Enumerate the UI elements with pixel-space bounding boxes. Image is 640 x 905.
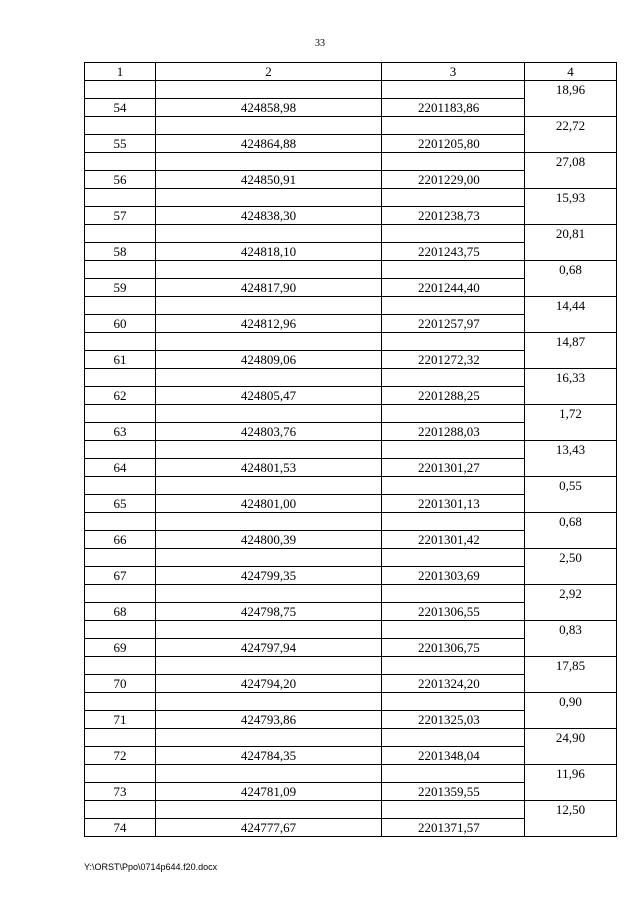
x-coordinate-cell: 424801,00 bbox=[156, 495, 382, 513]
y-coordinate-cell bbox=[382, 153, 525, 171]
table-row-point bbox=[85, 531, 617, 549]
distance-cell bbox=[525, 711, 617, 729]
point-number-cell bbox=[85, 333, 156, 351]
y-coordinate-cell bbox=[382, 441, 525, 459]
table-row-distance bbox=[85, 153, 617, 171]
y-coordinate-cell bbox=[382, 729, 525, 747]
x-coordinate-cell: 424793,86 bbox=[156, 711, 382, 729]
distance-cell bbox=[525, 243, 617, 261]
point-number-cell bbox=[85, 765, 156, 783]
y-coordinate-cell: 2201303,69 bbox=[382, 567, 525, 585]
point-number-cell: 57 bbox=[85, 207, 156, 225]
table-row-point bbox=[85, 675, 617, 693]
x-coordinate-cell bbox=[156, 729, 382, 747]
x-coordinate-cell: 424784,35 bbox=[156, 747, 382, 765]
table-row-distance bbox=[85, 549, 617, 567]
table-row-point bbox=[85, 99, 617, 117]
distance-cell bbox=[525, 783, 617, 801]
y-coordinate-cell bbox=[382, 333, 525, 351]
x-coordinate-cell: 424809,06 bbox=[156, 351, 382, 369]
x-coordinate-cell bbox=[156, 333, 382, 351]
y-coordinate-cell bbox=[382, 225, 525, 243]
table-row-point bbox=[85, 747, 617, 765]
x-coordinate-cell: 424850,91 bbox=[156, 171, 382, 189]
table-row-distance bbox=[85, 765, 617, 783]
x-coordinate-cell bbox=[156, 693, 382, 711]
y-coordinate-cell: 2201325,03 bbox=[382, 711, 525, 729]
point-number-cell bbox=[85, 81, 156, 99]
point-number-cell: 67 bbox=[85, 567, 156, 585]
x-coordinate-cell: 424812,96 bbox=[156, 315, 382, 333]
point-number-cell bbox=[85, 657, 156, 675]
point-number-cell: 62 bbox=[85, 387, 156, 405]
point-number-cell: 66 bbox=[85, 531, 156, 549]
distance-cell: 14,87 bbox=[525, 333, 617, 351]
y-coordinate-cell: 2201288,03 bbox=[382, 423, 525, 441]
y-coordinate-cell bbox=[382, 621, 525, 639]
table-row-point bbox=[85, 495, 617, 513]
table-header-row bbox=[85, 63, 617, 81]
y-coordinate-cell: 2201371,57 bbox=[382, 819, 525, 837]
table-row-point bbox=[85, 351, 617, 369]
point-number-cell: 72 bbox=[85, 747, 156, 765]
y-coordinate-cell: 2201301,27 bbox=[382, 459, 525, 477]
distance-cell bbox=[525, 531, 617, 549]
y-coordinate-cell: 2201183,86 bbox=[382, 99, 525, 117]
y-coordinate-cell bbox=[382, 117, 525, 135]
table-row-distance bbox=[85, 441, 617, 459]
distance-cell bbox=[525, 495, 617, 513]
x-coordinate-cell bbox=[156, 801, 382, 819]
x-coordinate-cell: 424799,35 bbox=[156, 567, 382, 585]
y-coordinate-cell bbox=[382, 693, 525, 711]
point-number-cell: 56 bbox=[85, 171, 156, 189]
y-coordinate-cell: 2201238,73 bbox=[382, 207, 525, 225]
x-coordinate-cell: 424800,39 bbox=[156, 531, 382, 549]
y-coordinate-cell: 2201243,75 bbox=[382, 243, 525, 261]
x-coordinate-cell bbox=[156, 189, 382, 207]
point-number-cell bbox=[85, 153, 156, 171]
y-coordinate-cell bbox=[382, 549, 525, 567]
table-row-point bbox=[85, 711, 617, 729]
x-coordinate-cell: 424803,76 bbox=[156, 423, 382, 441]
y-coordinate-cell: 2201301,42 bbox=[382, 531, 525, 549]
x-coordinate-cell: 424797,94 bbox=[156, 639, 382, 657]
x-coordinate-cell: 424838,30 bbox=[156, 207, 382, 225]
x-coordinate-cell: 424794,20 bbox=[156, 675, 382, 693]
table-row-distance bbox=[85, 621, 617, 639]
table-row-point bbox=[85, 279, 617, 297]
y-coordinate-cell: 2201272,32 bbox=[382, 351, 525, 369]
distance-cell: 13,43 bbox=[525, 441, 617, 459]
y-coordinate-cell: 2201288,25 bbox=[382, 387, 525, 405]
distance-cell: 0,83 bbox=[525, 621, 617, 639]
point-number-cell: 70 bbox=[85, 675, 156, 693]
table-row-point bbox=[85, 603, 617, 621]
point-number-cell bbox=[85, 189, 156, 207]
table-row-distance bbox=[85, 657, 617, 675]
table-row-distance bbox=[85, 189, 617, 207]
table-row-point bbox=[85, 819, 617, 837]
x-coordinate-cell: 424781,09 bbox=[156, 783, 382, 801]
page-number: 33 bbox=[315, 38, 325, 49]
x-coordinate-cell: 424858,98 bbox=[156, 99, 382, 117]
table-row-point bbox=[85, 315, 617, 333]
distance-cell: 15,93 bbox=[525, 189, 617, 207]
distance-cell bbox=[525, 603, 617, 621]
x-coordinate-cell bbox=[156, 585, 382, 603]
y-coordinate-cell: 2201306,55 bbox=[382, 603, 525, 621]
distance-cell: 0,68 bbox=[525, 513, 617, 531]
header-col-1: 1 bbox=[85, 63, 156, 81]
point-number-cell bbox=[85, 621, 156, 639]
point-number-cell bbox=[85, 693, 156, 711]
x-coordinate-cell bbox=[156, 369, 382, 387]
coordinates-table bbox=[84, 62, 617, 837]
x-coordinate-cell bbox=[156, 765, 382, 783]
y-coordinate-cell bbox=[382, 801, 525, 819]
table-row-point bbox=[85, 171, 617, 189]
y-coordinate-cell bbox=[382, 477, 525, 495]
x-coordinate-cell: 424777,67 bbox=[156, 819, 382, 837]
point-number-cell: 55 bbox=[85, 135, 156, 153]
distance-cell: 0,90 bbox=[525, 693, 617, 711]
y-coordinate-cell bbox=[382, 297, 525, 315]
distance-cell: 1,72 bbox=[525, 405, 617, 423]
distance-cell: 27,08 bbox=[525, 153, 617, 171]
point-number-cell bbox=[85, 405, 156, 423]
x-coordinate-cell: 424805,47 bbox=[156, 387, 382, 405]
distance-cell bbox=[525, 567, 617, 585]
y-coordinate-cell bbox=[382, 261, 525, 279]
x-coordinate-cell bbox=[156, 405, 382, 423]
x-coordinate-cell bbox=[156, 549, 382, 567]
y-coordinate-cell: 2201301,13 bbox=[382, 495, 525, 513]
distance-cell bbox=[525, 279, 617, 297]
table-row-distance bbox=[85, 81, 617, 99]
distance-cell: 2,92 bbox=[525, 585, 617, 603]
distance-cell: 16,33 bbox=[525, 369, 617, 387]
point-number-cell: 61 bbox=[85, 351, 156, 369]
table-row-point bbox=[85, 387, 617, 405]
distance-cell: 18,96 bbox=[525, 81, 617, 99]
point-number-cell bbox=[85, 369, 156, 387]
table-row-distance bbox=[85, 225, 617, 243]
y-coordinate-cell: 2201205,80 bbox=[382, 135, 525, 153]
distance-cell bbox=[525, 459, 617, 477]
table-row-distance bbox=[85, 801, 617, 819]
point-number-cell bbox=[85, 117, 156, 135]
point-number-cell bbox=[85, 297, 156, 315]
table-row-distance bbox=[85, 369, 617, 387]
point-number-cell bbox=[85, 513, 156, 531]
y-coordinate-cell: 2201244,40 bbox=[382, 279, 525, 297]
x-coordinate-cell bbox=[156, 621, 382, 639]
distance-cell bbox=[525, 423, 617, 441]
table-row-distance bbox=[85, 297, 617, 315]
table-row-distance bbox=[85, 333, 617, 351]
distance-cell: 17,85 bbox=[525, 657, 617, 675]
x-coordinate-cell: 424798,75 bbox=[156, 603, 382, 621]
x-coordinate-cell bbox=[156, 81, 382, 99]
table-row-point bbox=[85, 459, 617, 477]
table-row-point bbox=[85, 567, 617, 585]
point-number-cell: 65 bbox=[85, 495, 156, 513]
point-number-cell: 68 bbox=[85, 603, 156, 621]
distance-cell: 20,81 bbox=[525, 225, 617, 243]
table-row-point bbox=[85, 639, 617, 657]
point-number-cell: 60 bbox=[85, 315, 156, 333]
y-coordinate-cell: 2201306,75 bbox=[382, 639, 525, 657]
document-footer-path: Y:\ORST\Ppo\0714p644.f20.docx bbox=[84, 862, 218, 872]
point-number-cell bbox=[85, 225, 156, 243]
point-number-cell: 63 bbox=[85, 423, 156, 441]
point-number-cell: 71 bbox=[85, 711, 156, 729]
table-row-distance bbox=[85, 729, 617, 747]
distance-cell bbox=[525, 747, 617, 765]
point-number-cell: 54 bbox=[85, 99, 156, 117]
distance-cell: 0,68 bbox=[525, 261, 617, 279]
distance-cell bbox=[525, 387, 617, 405]
x-coordinate-cell bbox=[156, 153, 382, 171]
x-coordinate-cell bbox=[156, 657, 382, 675]
table-row-point bbox=[85, 207, 617, 225]
x-coordinate-cell bbox=[156, 441, 382, 459]
table-row-point bbox=[85, 423, 617, 441]
table-row-distance bbox=[85, 585, 617, 603]
point-number-cell: 59 bbox=[85, 279, 156, 297]
point-number-cell bbox=[85, 441, 156, 459]
distance-cell bbox=[525, 315, 617, 333]
distance-cell: 11,96 bbox=[525, 765, 617, 783]
distance-cell bbox=[525, 99, 617, 117]
distance-cell bbox=[525, 135, 617, 153]
x-coordinate-cell: 424818,10 bbox=[156, 243, 382, 261]
table-row-distance bbox=[85, 117, 617, 135]
x-coordinate-cell bbox=[156, 225, 382, 243]
x-coordinate-cell bbox=[156, 513, 382, 531]
x-coordinate-cell: 424801,53 bbox=[156, 459, 382, 477]
x-coordinate-cell bbox=[156, 297, 382, 315]
distance-cell bbox=[525, 675, 617, 693]
distance-cell: 0,55 bbox=[525, 477, 617, 495]
distance-cell bbox=[525, 207, 617, 225]
y-coordinate-cell bbox=[382, 657, 525, 675]
y-coordinate-cell: 2201229,00 bbox=[382, 171, 525, 189]
y-coordinate-cell: 2201348,04 bbox=[382, 747, 525, 765]
header-col-4: 4 bbox=[525, 63, 617, 81]
header-col-3: 3 bbox=[382, 63, 525, 81]
distance-cell bbox=[525, 171, 617, 189]
point-number-cell bbox=[85, 801, 156, 819]
distance-cell: 14,44 bbox=[525, 297, 617, 315]
y-coordinate-cell bbox=[382, 585, 525, 603]
y-coordinate-cell bbox=[382, 513, 525, 531]
header-col-2: 2 bbox=[156, 63, 382, 81]
x-coordinate-cell: 424864,88 bbox=[156, 135, 382, 153]
point-number-cell: 74 bbox=[85, 819, 156, 837]
x-coordinate-cell bbox=[156, 117, 382, 135]
point-number-cell bbox=[85, 261, 156, 279]
x-coordinate-cell bbox=[156, 477, 382, 495]
distance-cell: 22,72 bbox=[525, 117, 617, 135]
table-row-point bbox=[85, 783, 617, 801]
point-number-cell: 69 bbox=[85, 639, 156, 657]
point-number-cell bbox=[85, 477, 156, 495]
distance-cell bbox=[525, 351, 617, 369]
point-number-cell: 58 bbox=[85, 243, 156, 261]
y-coordinate-cell bbox=[382, 81, 525, 99]
distance-cell: 24,90 bbox=[525, 729, 617, 747]
distance-cell bbox=[525, 639, 617, 657]
table-row-distance bbox=[85, 261, 617, 279]
distance-cell: 2,50 bbox=[525, 549, 617, 567]
point-number-cell: 73 bbox=[85, 783, 156, 801]
x-coordinate-cell: 424817,90 bbox=[156, 279, 382, 297]
point-number-cell bbox=[85, 549, 156, 567]
table-row-distance bbox=[85, 693, 617, 711]
y-coordinate-cell bbox=[382, 369, 525, 387]
y-coordinate-cell: 2201359,55 bbox=[382, 783, 525, 801]
y-coordinate-cell bbox=[382, 189, 525, 207]
distance-cell bbox=[525, 819, 617, 837]
y-coordinate-cell: 2201257,97 bbox=[382, 315, 525, 333]
table-row-point bbox=[85, 243, 617, 261]
y-coordinate-cell bbox=[382, 765, 525, 783]
distance-cell: 12,50 bbox=[525, 801, 617, 819]
point-number-cell: 64 bbox=[85, 459, 156, 477]
point-number-cell bbox=[85, 729, 156, 747]
table-row-distance bbox=[85, 513, 617, 531]
table-row-point bbox=[85, 135, 617, 153]
coordinates-table-body bbox=[85, 63, 617, 837]
y-coordinate-cell: 2201324,20 bbox=[382, 675, 525, 693]
table-row-distance bbox=[85, 405, 617, 423]
y-coordinate-cell bbox=[382, 405, 525, 423]
point-number-cell bbox=[85, 585, 156, 603]
x-coordinate-cell bbox=[156, 261, 382, 279]
table-row-distance bbox=[85, 477, 617, 495]
